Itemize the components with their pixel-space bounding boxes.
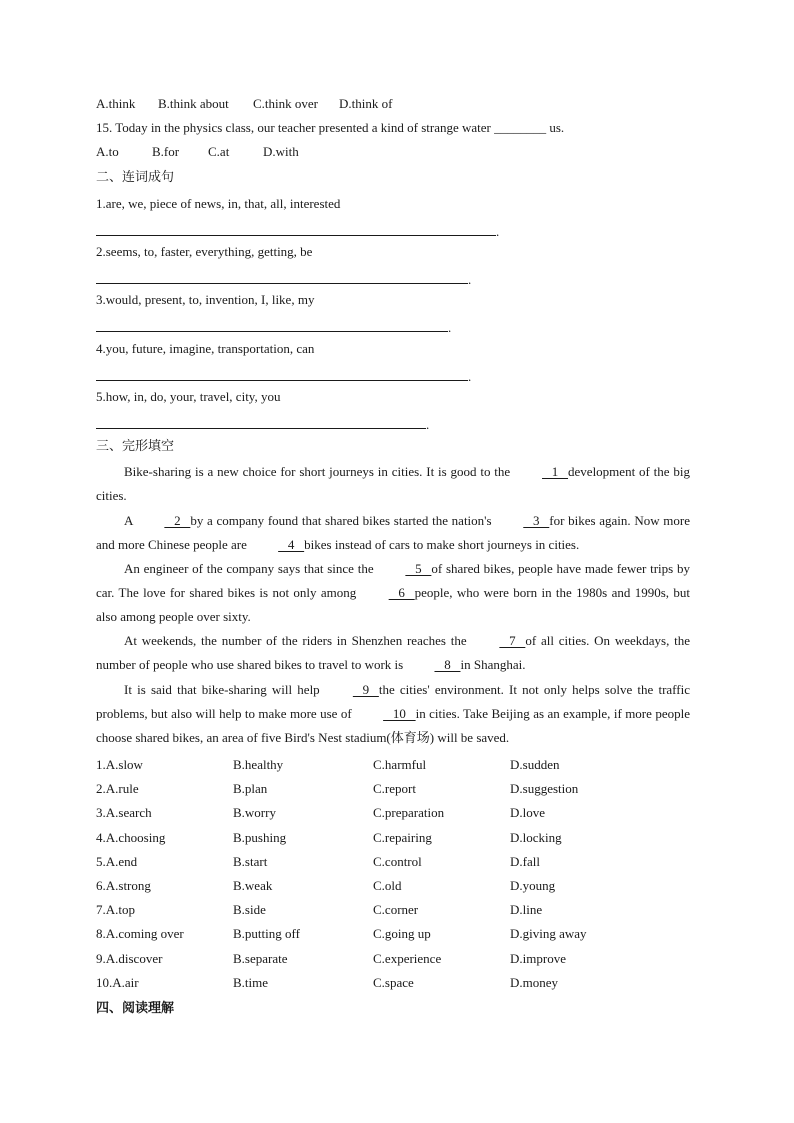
- answer-line-1[interactable]: [96, 235, 496, 236]
- sentence-4-words: 4.you, future, imagine, transportation, can: [96, 341, 315, 356]
- q14-option-b: B.think about: [158, 96, 229, 111]
- cloze-paragraph-2: A 2 by a company found that shared bikes started the nation's 3 for bikes again. Now more and more Chinese people are 4 bikes instead of cars to make short journeys in cities.: [96, 509, 690, 557]
- q15-option-a: A.to: [96, 144, 119, 159]
- sentence-2-words: 2.seems, to, faster, everything, getting, be: [96, 244, 313, 259]
- blank-2: 2: [164, 513, 191, 528]
- sentence-4-end: .: [468, 369, 472, 384]
- blank-6: 6: [388, 585, 415, 601]
- option-q10-a: 10.A.air: [96, 974, 139, 990]
- option-q9-d: D.improve: [510, 950, 566, 966]
- q15-option-b: B.for: [152, 144, 180, 159]
- option-q3-c: C.preparation: [373, 805, 445, 821]
- q15-options: [96, 144, 299, 160]
- option-q9-c: C.experience: [373, 950, 442, 966]
- option-q3-d: D.love: [510, 805, 546, 821]
- blank-5: 5: [405, 561, 432, 576]
- option-q1-d: D.sudden: [510, 757, 560, 772]
- blank-9: 9: [352, 682, 379, 697]
- option-q8-b: B.putting off: [233, 926, 300, 942]
- option-q2-a: 2.A.rule: [96, 781, 139, 797]
- option-q2-c: C.report: [373, 781, 416, 797]
- sentence-5-end: .: [426, 417, 430, 432]
- option-q10-d: D.money: [510, 974, 559, 990]
- answer-line-5[interactable]: [96, 428, 426, 429]
- option-q6-d: D.young: [510, 878, 556, 893]
- option-q7-d: D.line: [510, 902, 543, 918]
- sentence-2-end: .: [468, 272, 472, 287]
- option-q5-d: D.fall: [510, 853, 540, 869]
- option-q5-a: 5.A.end: [96, 853, 138, 869]
- cloze-paragraph-3: An engineer of the company says that since the 5 of shared bikes, people have made fewer trips by car. The love for shared bikes is not only among 6 people, who were born in the 1980s and 1990s, but also among people over sixty.: [96, 557, 690, 630]
- option-q7-a: 7.A.top: [96, 902, 135, 918]
- answer-line-4[interactable]: [96, 380, 468, 381]
- answer-line-2[interactable]: [96, 283, 468, 284]
- option-q6-b: B.weak: [233, 878, 273, 893]
- section2-heading: 二、连词成句: [96, 170, 175, 185]
- option-q7-c: C.corner: [373, 902, 419, 918]
- q14-options: [96, 96, 392, 112]
- q14-option-a: A.think: [96, 96, 136, 111]
- option-q4-d: D.locking: [510, 829, 562, 845]
- option-q4-b: B.pushing: [233, 829, 287, 845]
- option-q8-d: D.giving away: [510, 926, 587, 942]
- option-q2-b: B.plan: [233, 781, 268, 797]
- option-q8-c: C.going up: [373, 926, 431, 942]
- section4-heading: 四、阅读理解: [96, 1001, 175, 1016]
- blank-1: 1: [542, 464, 569, 479]
- cloze-paragraph-1: Bike-sharing is a new choice for short journeys in cities. It is good to the 1 development of the big cities.: [96, 460, 690, 508]
- option-q1-a: 1.A.slow: [96, 757, 143, 772]
- option-q1-c: C.harmful: [373, 757, 427, 772]
- q15-option-c: C.at: [208, 144, 230, 159]
- sentence-3-end: .: [448, 320, 452, 335]
- option-q9-a: 9.A.discover: [96, 950, 163, 966]
- blank-10: 10: [383, 706, 416, 722]
- option-q4-a: 4.A.choosing: [96, 829, 166, 845]
- blank-7: 7: [499, 633, 526, 648]
- q15-stem: 15. Today in the physics class, our teacher presented a kind of strange water ________ us.: [96, 120, 565, 135]
- q14-option-c: C.think over: [253, 96, 318, 111]
- sentence-1-end: .: [496, 224, 500, 239]
- option-q5-b: B.start: [233, 853, 268, 869]
- option-q3-a: 3.A.search: [96, 805, 152, 821]
- cloze-paragraph-4: At weekends, the number of the riders in Shenzhen reaches the 7 of all cities. On weekdays, the number of people who use shared bikes to travel to work is 8 in Shanghai.: [96, 629, 690, 677]
- sentence-1-words: 1.are, we, piece of news, in, that, all, interested: [96, 196, 341, 211]
- sentence-3-words: 3.would, present, to, invention, I, like, my: [96, 292, 315, 307]
- section3-heading: 三、完形填空: [96, 439, 175, 454]
- option-q10-c: C.space: [373, 974, 414, 990]
- option-q6-a: 6.A.strong: [96, 878, 151, 893]
- cloze-paragraph-5: It is said that bike-sharing will help 9 the cities' environment. It not only helps solve the traffic problems, but also will help to make more use of 10 in cities. Take Beijing as an example, if more people choose shared bikes, an area of five Bird's Nest stadium(体育场) will be saved.: [96, 678, 690, 751]
- option-q4-c: C.repairing: [373, 829, 432, 845]
- q14-option-d: D.think of: [339, 96, 393, 111]
- option-q5-c: C.control: [373, 853, 422, 869]
- option-q2-d: D.suggestion: [510, 781, 579, 797]
- option-q7-b: B.side: [233, 902, 266, 918]
- option-q8-a: 8.A.coming over: [96, 926, 184, 942]
- blank-4: 4: [278, 537, 305, 553]
- answer-line-3[interactable]: [96, 331, 448, 332]
- option-q9-b: B.separate: [233, 950, 288, 966]
- option-q1-b: B.healthy: [233, 757, 284, 772]
- option-q3-b: B.worry: [233, 805, 276, 821]
- q15-option-d: D.with: [263, 144, 299, 159]
- option-q6-c: C.old: [373, 878, 402, 893]
- blank-3: 3: [523, 513, 550, 528]
- option-q10-b: B.time: [233, 974, 269, 990]
- blank-8: 8: [434, 657, 461, 673]
- sentence-5-words: 5.how, in, do, your, travel, city, you: [96, 389, 281, 404]
